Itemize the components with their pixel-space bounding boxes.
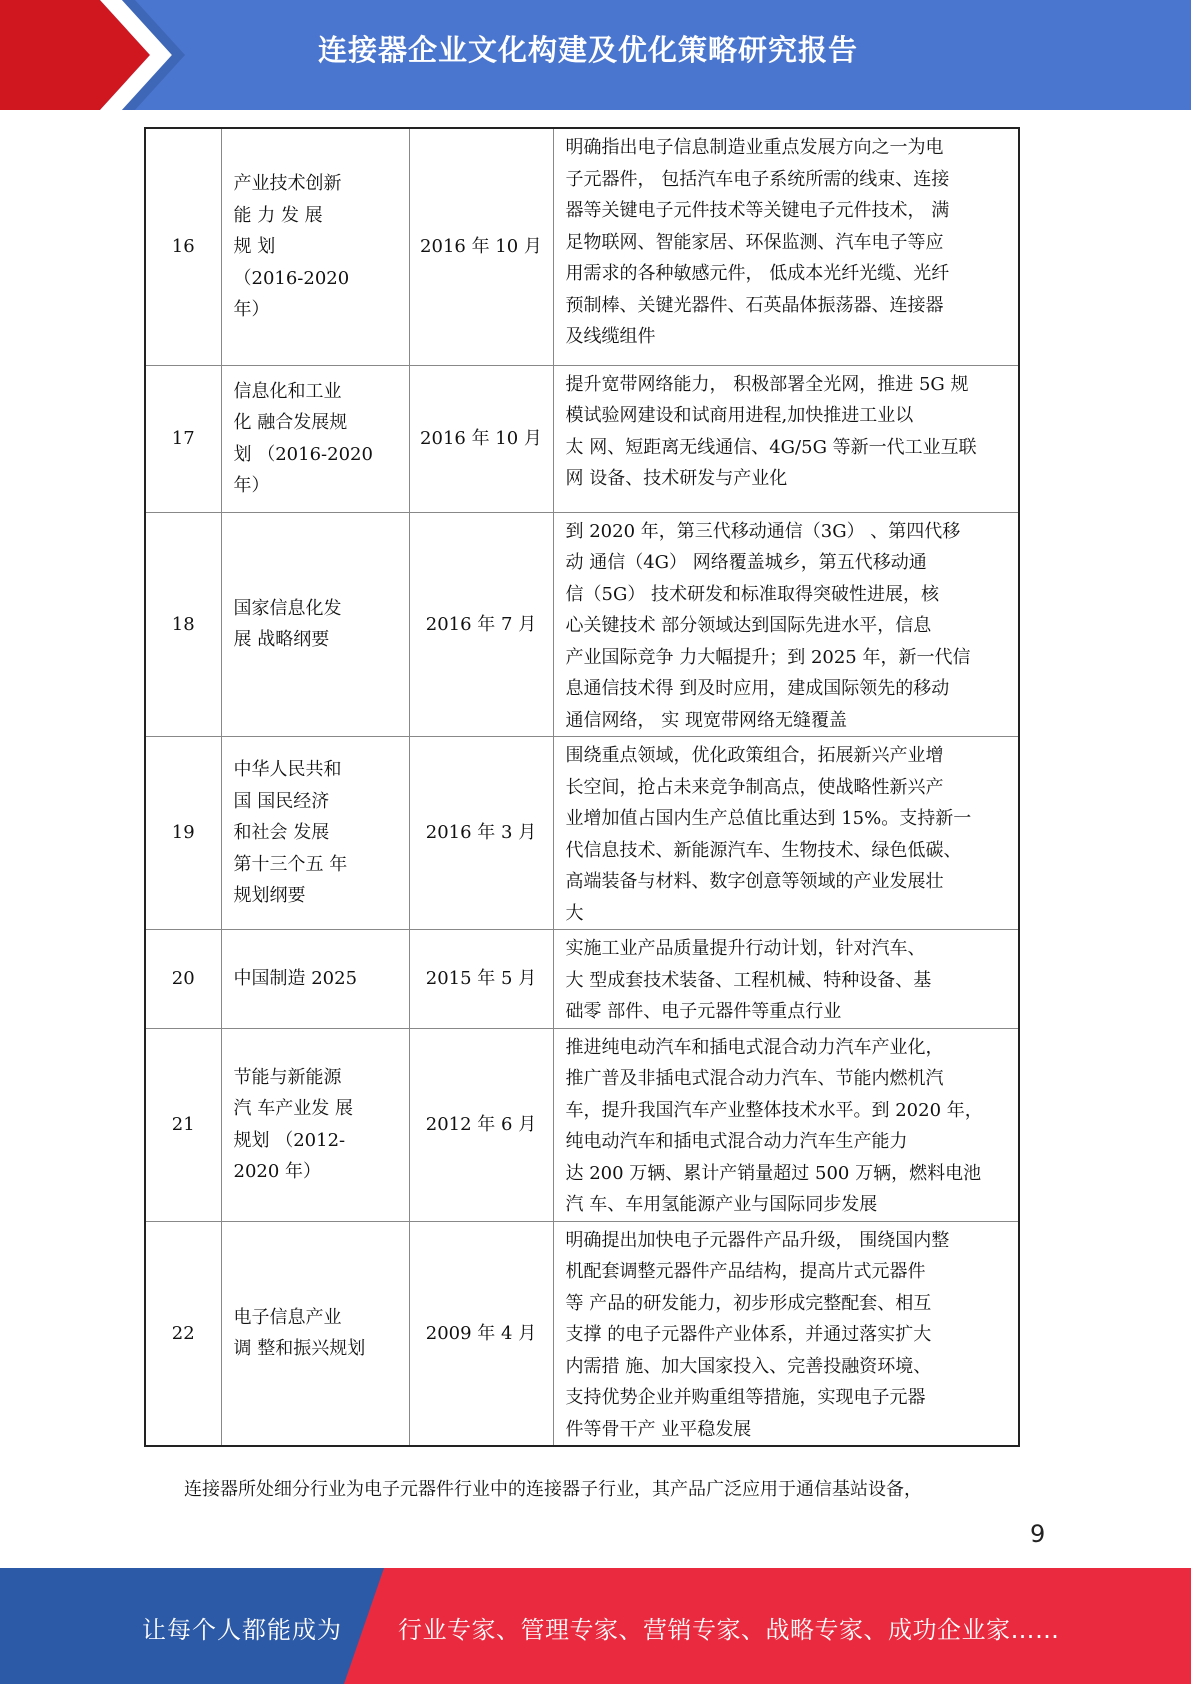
policy-content-line: 太 网、短距离无线通信、4G/5G 等新一代工业互联	[565, 436, 977, 458]
policy-content-line: 推进纯电动汽车和插电式混合动力汽车产业化，	[565, 1036, 944, 1058]
policy-name-line: 化 融合发展规	[233, 412, 348, 433]
policy-name-line: 2020 年）	[233, 1161, 322, 1182]
policy-name-line: 信息化和工业	[233, 380, 342, 402]
policy-content-line: 信（5G） 技术研发和标准取得突破性进展，核	[565, 583, 940, 605]
policy-name-line: 产业技术创新	[233, 173, 342, 194]
policy-content-line: 长空间，抢占未来竞争制高点，使战略性新兴产	[565, 776, 944, 798]
footer-slogan-right: 行业专家、管理专家、营销专家、战略专家、成功企业家……	[398, 1616, 1060, 1644]
policy-content-line: 高端装备与材料、数字创意等领域的产业发展壮	[565, 871, 944, 892]
policy-content-line: 到 2020 年，第三代移动通信（3G） 、第四代移	[565, 520, 961, 542]
policy-content-line: 车，提升我国汽车产业整体技术水平。到 2020 年，	[565, 1099, 983, 1121]
table-row	[145, 930, 1019, 1029]
policy-content-line: 网 设备、技术研发与产业化	[565, 468, 788, 489]
policy-name-cell	[221, 365, 409, 512]
release-date-cell: 2009 年 4 月	[409, 1221, 553, 1446]
policy-content-line: 实施工业产品质量提升行动计划，针对汽车、	[565, 938, 926, 959]
row-number-cell: 16	[145, 128, 221, 365]
policy-content-line: 心关键技术 部分领域达到国际先进水平，信息	[565, 615, 932, 636]
policy-content-line: 足物联网、智能家居、环保监测、汽车电子等应	[565, 231, 944, 253]
policy-content-line: 明确提出加快电子元器件产品升级， 围绕国内整	[565, 1229, 950, 1251]
policy-content-cell	[553, 365, 1019, 512]
policy-name-line: 中国制造 2025	[233, 968, 358, 989]
policy-name-line: 规划 （2012-	[233, 1129, 346, 1151]
table-row	[145, 737, 1019, 930]
policy-content-line: 达 200 万辆、累计产销量超过 500 万辆，燃料电池	[565, 1162, 982, 1184]
policy-name-cell	[221, 930, 409, 1029]
release-date-cell: 2016 年 10 月	[409, 365, 553, 512]
policy-content-line: 模试验网建设和试商用进程,加快推进工业以	[565, 405, 914, 426]
policy-content-line: 息通信技术得 到及时应用，建成国际领先的移动	[565, 678, 950, 699]
policy-content-line: 通信网络， 实 现宽带网络无缝覆盖	[565, 709, 847, 731]
row-number-cell: 17	[145, 365, 221, 512]
policy-content-line: 件等骨干产 业平稳发展	[565, 1418, 752, 1440]
policy-name-line: 划 （2016-2020	[233, 443, 373, 465]
policy-name-line: 调 整和振兴规划	[233, 1338, 366, 1360]
policy-table	[144, 127, 1020, 1447]
policy-content-line: 预制棒、关键光器件、石英晶体振荡器、连接器	[565, 294, 944, 316]
policy-name-line: 中华人民共和	[233, 759, 342, 781]
header-title: 连接器企业文化构建及优化策略研究报告	[318, 33, 859, 67]
policy-content-line: 大	[565, 902, 584, 924]
policy-content-line: 用需求的各种敏感元件， 低成本光纤光缆、光纤	[565, 263, 950, 284]
body-paragraph: 连接器所处细分行业为电子元器件行业中的连接器子行业，其产品广泛应用于通信基站设备，	[184, 1479, 922, 1500]
policy-name-line: 年）	[233, 475, 270, 496]
release-date-cell: 2016 年 3 月	[409, 737, 553, 930]
policy-content-line: 明确指出电子信息制造业重点发展方向之一为电	[565, 137, 944, 158]
policy-content-cell	[553, 737, 1019, 930]
policy-name-cell	[221, 1221, 409, 1446]
footer-banner	[0, 1568, 1191, 1684]
policy-content-line: 围绕重点领域，优化政策组合，拓展新兴产业增	[565, 745, 944, 766]
policy-content-line: 内需措 施、加大国家投入、完善投融资环境、	[565, 1355, 932, 1377]
footer-slogan-left: 让每个人都能成为	[142, 1616, 342, 1644]
policy-content-line: 等 产品的研发能力，初步形成完整配套、相互	[565, 1292, 932, 1314]
policy-content-line: 子元器件， 包括汽车电子系统所需的线束、连接	[565, 168, 950, 190]
policy-content-line: 动 通信（4G） 网络覆盖城乡，第五代移动通	[565, 552, 927, 573]
policy-content-line: 代信息技术、新能源汽车、生物技术、绿色低碳、	[565, 839, 962, 861]
policy-content-line: 纯电动汽车和插电式混合动力汽车生产能力	[565, 1131, 908, 1152]
policy-name-line: 电子信息产业	[233, 1306, 342, 1328]
policy-name-line: 节能与新能源	[233, 1066, 342, 1088]
policy-name-cell	[221, 1028, 409, 1221]
policy-name-line: 展 战略纲要	[233, 629, 330, 651]
policy-content-cell	[553, 128, 1019, 365]
policy-name-line: 第十三个五 年	[233, 853, 348, 875]
policy-name-cell	[221, 512, 409, 737]
policy-content-line: 大 型成套技术装备、工程机械、特种设备、基	[565, 969, 932, 991]
policy-content-line: 推广普及非插电式混合动力汽车、节能内燃机汽	[565, 1068, 944, 1089]
policy-content-line: 产业国际竞争 力大幅提升；到 2025 年，新一代信	[565, 646, 971, 668]
policy-name-line: 能 力 发 展	[233, 204, 323, 226]
table-row	[145, 1028, 1019, 1221]
policy-name-line: 汽 车产业发 展	[233, 1098, 353, 1119]
policy-name-line: 规 划	[233, 236, 276, 257]
table-row	[145, 128, 1019, 365]
release-date-cell: 2012 年 6 月	[409, 1028, 553, 1221]
policy-name-cell	[221, 128, 409, 365]
policy-content-cell	[553, 1221, 1019, 1446]
row-number-cell: 19	[145, 737, 221, 930]
page-number: 9	[1030, 1520, 1046, 1548]
policy-content-cell	[553, 512, 1019, 737]
policy-name-cell	[221, 737, 409, 930]
policy-content-line: 汽 车、车用氢能源产业与国际同步发展	[565, 1194, 878, 1215]
policy-content-cell	[553, 930, 1019, 1029]
header-banner	[0, 0, 1191, 110]
row-number-cell: 20	[145, 930, 221, 1029]
table-row	[145, 512, 1019, 737]
release-date-cell: 2016 年 10 月	[409, 128, 553, 365]
row-number-cell: 22	[145, 1221, 221, 1446]
policy-content-line: 提升宽带网络能力， 积极部署全光网，推进 5G 规	[565, 373, 969, 395]
policy-content-cell	[553, 1028, 1019, 1221]
policy-name-line: （2016-2020	[233, 267, 350, 289]
policy-name-line: 年）	[233, 299, 270, 320]
policy-name-line: 国家信息化发	[233, 597, 342, 619]
policy-name-line: 国 国民经济	[233, 790, 330, 812]
policy-content-line: 业增加值占国内生产总值比重达到 15%。支持新一	[565, 808, 972, 829]
policy-content-line: 支撑 的电子元器件产业体系，并通过落实扩大	[565, 1324, 932, 1345]
policy-name-line: 和社会 发展	[233, 822, 330, 844]
policy-content-line: 支持优势企业并购重组等措施，实现电子元器	[565, 1387, 926, 1408]
policy-content-line: 及线缆组件	[565, 326, 656, 347]
policy-table-body	[145, 128, 1019, 1446]
policy-name-line: 规划纲要	[233, 885, 306, 907]
release-date-cell: 2016 年 7 月	[409, 512, 553, 737]
row-number-cell: 21	[145, 1028, 221, 1221]
release-date-cell: 2015 年 5 月	[409, 930, 553, 1029]
policy-content-line: 机配套调整元器件产品结构，提高片式元器件	[565, 1261, 926, 1282]
policy-content-line: 器等关键电子元件技术等关键电子元件技术， 满	[565, 200, 950, 221]
table-row	[145, 365, 1019, 512]
policy-content-line: 础零 部件、电子元器件等重点行业	[565, 1001, 842, 1022]
table-row	[145, 1221, 1019, 1446]
row-number-cell: 18	[145, 512, 221, 737]
